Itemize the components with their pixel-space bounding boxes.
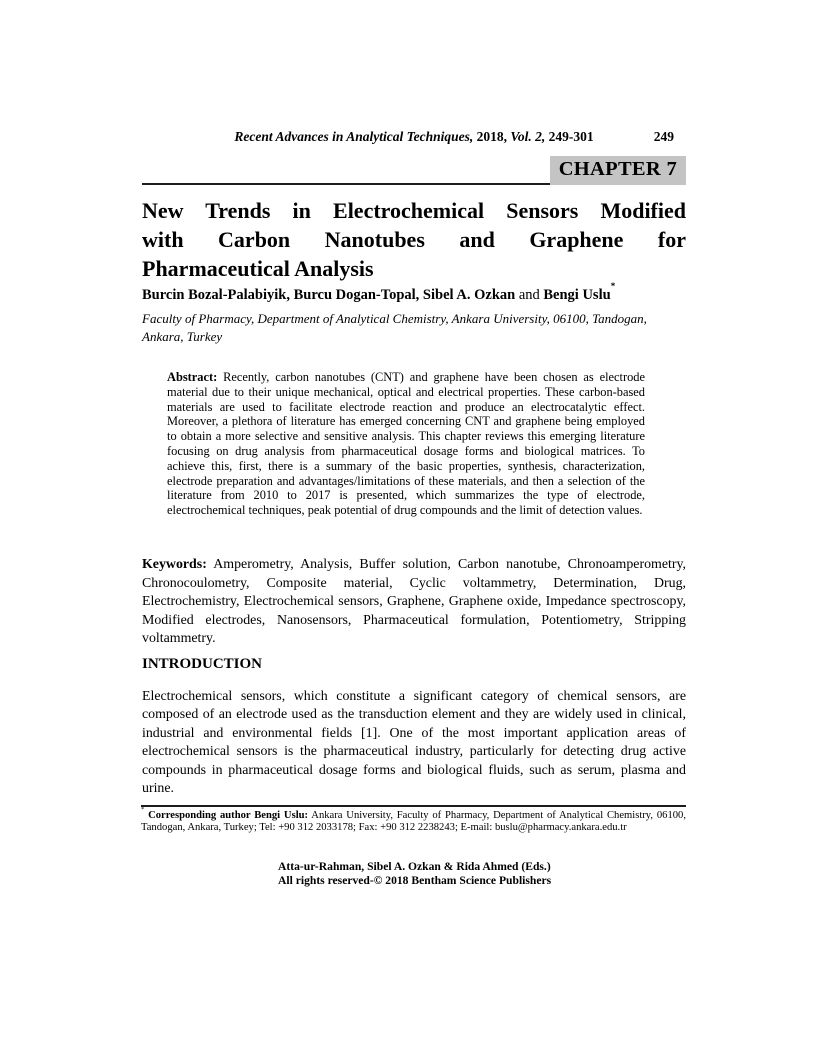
chapter-title-line: Pharmaceutical Analysis: [142, 256, 374, 281]
chapter-badge: CHAPTER 7: [550, 156, 686, 185]
authors-line: [142, 281, 686, 304]
abstract-block: [167, 370, 645, 518]
editors-line: Atta-ur-Rahman, Sibel A. Ozkan & Rida Ahmed (Eds.): [278, 860, 551, 873]
copyright-line: All rights reserved-© 2018 Bentham Science Publishers: [278, 873, 552, 887]
footnote-text: Ankara University, Faculty of Pharmacy, Department of Analytical Chemistry, 06100, Tandogan, Ankara, Turkey; Tel: +90 312 2033178; Fax: +90 312 2238243; E-mail: buslu@pharmacy.ankara.edu.tr: [141, 810, 686, 834]
corresponding-author-name: Bengi Uslu: [543, 287, 611, 303]
running-header: [142, 129, 686, 145]
publisher-footer: [278, 860, 551, 887]
journal-title: Recent Advances in Analytical Techniques,: [234, 129, 474, 144]
footnote-rule: [141, 805, 686, 807]
intro-paragraph: Electrochemical sensors, which constitute a significant category of chemical sensors, are composed of an electrode used as the transduction element and they are widely used in clinical, industrial and environmental fields [1]. One of the most important application areas of electrochemical sensors is the pharmaceutical industry, particularly for detecting drug active compounds in pharmaceutical dosage forms and biological fluids, such as serum, plasma and urine.: [142, 689, 686, 797]
abstract-text: Recently, carbon nanotubes (CNT) and graphene have been chosen as electrode material due to their unique mechanical, optical and electrical properties. These carbon-based materials are used to facilitate electrode reaction and produce an electrocatalytic effect. Moreover, a plethora of literature has emerged concerning CNT and graphene being employed to obtain a more selective and sensitive analysis. This chapter reviews this emerging literature focusing on drug analysis from pharmaceutical dosage forms and biological matrices. To achieve this, first, there is a summary of the basic properties, synthesis, characterization, electrode preparation and advantages/limitations of these materials, and then a selection of the literature from 2010 to 2017 is presented, which summarizes the type of electrode, electrochemical techniques, peak potential of drug compounds and the limit of detection values.: [167, 370, 645, 518]
page-number: 249: [653, 129, 674, 144]
affiliation: Faculty of Pharmacy, Department of Analytical Chemistry, Ankara University, 06100, Tandogan, Ankara, Turkey: [142, 311, 647, 344]
abstract-label: Abstract:: [167, 370, 218, 384]
footnote-asterisk: *: [141, 805, 145, 813]
keywords-label: Keywords:: [142, 557, 207, 572]
journal-year: 2018,: [473, 129, 511, 144]
authors-and: and: [515, 287, 544, 303]
chapter-title: [142, 196, 686, 283]
footnote-label: Corresponding author Bengi Uslu:: [144, 810, 309, 821]
journal-page-range: 249-301: [545, 129, 594, 144]
keywords-block: [142, 556, 686, 649]
journal-volume: Vol. 2,: [510, 129, 546, 144]
keywords-text: Amperometry, Analysis, Buffer solution, Carbon nanotube, Chronoamperometry, Chronocoulometry, Composite material, Cyclic voltammetry, Determination, Drug, Electrochemistry, Electrochemical sensors, Graphene, Graphene oxide, Impedance spectroscopy, Modified electrodes, Nanosensors, Pharmaceutical formulation, Potentiometry, Stripping voltammetry.: [142, 557, 686, 647]
corresponding-author-asterisk: *: [610, 281, 616, 292]
corresponding-author-footnote: [141, 805, 686, 834]
section-heading-introduction: INTRODUCTION: [142, 656, 263, 672]
chapter-title-line: New Trends in Electrochemical Sensors Modified: [142, 198, 686, 223]
author-names: Burcin Bozal-Palabiyik, Burcu Dogan-Topal, Sibel A. Ozkan: [142, 287, 516, 303]
journal-citation: [142, 129, 686, 145]
chapter-title-line: with Carbon Nanotubes and Graphene for: [142, 227, 686, 252]
